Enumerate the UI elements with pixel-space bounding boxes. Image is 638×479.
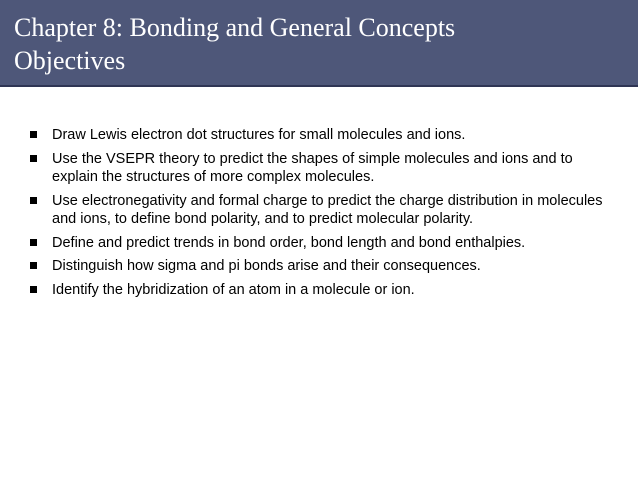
list-item [30,126,620,145]
square-bullet-icon [30,155,37,162]
objective-text: Distinguish how sigma and pi bonds arise and their consequences. [52,258,481,274]
objective-text: Draw Lewis electron dot structures for small molecules and ions. [52,127,466,143]
objectives-list [30,126,620,304]
square-bullet-icon [30,197,37,204]
square-bullet-icon [30,286,37,293]
list-item [30,192,620,229]
objective-text: Define and predict trends in bond order, bond length and bond enthalpies. [52,234,526,251]
objective-text: Use electronegativity and formal charge to predict the charge distribution in molecules and ions, to define bond polarity, and to predict molecular polarity. [52,192,603,227]
objective-text: Identify the hybridization of an atom in a molecule or ion. [52,281,415,298]
list-item [30,281,620,300]
list-item [30,257,620,276]
square-bullet-icon [30,262,37,269]
objective-text: Use the VSEPR theory to predict the shapes of simple molecules and ions and to explain the structures of more complex molecules. [52,150,573,185]
list-item [30,150,620,187]
square-bullet-icon [30,239,37,246]
slide-title: Chapter 8: Bonding and General Concepts Objectives [14,13,456,75]
title-bar [0,0,638,87]
list-item [30,234,620,253]
square-bullet-icon [30,131,37,138]
